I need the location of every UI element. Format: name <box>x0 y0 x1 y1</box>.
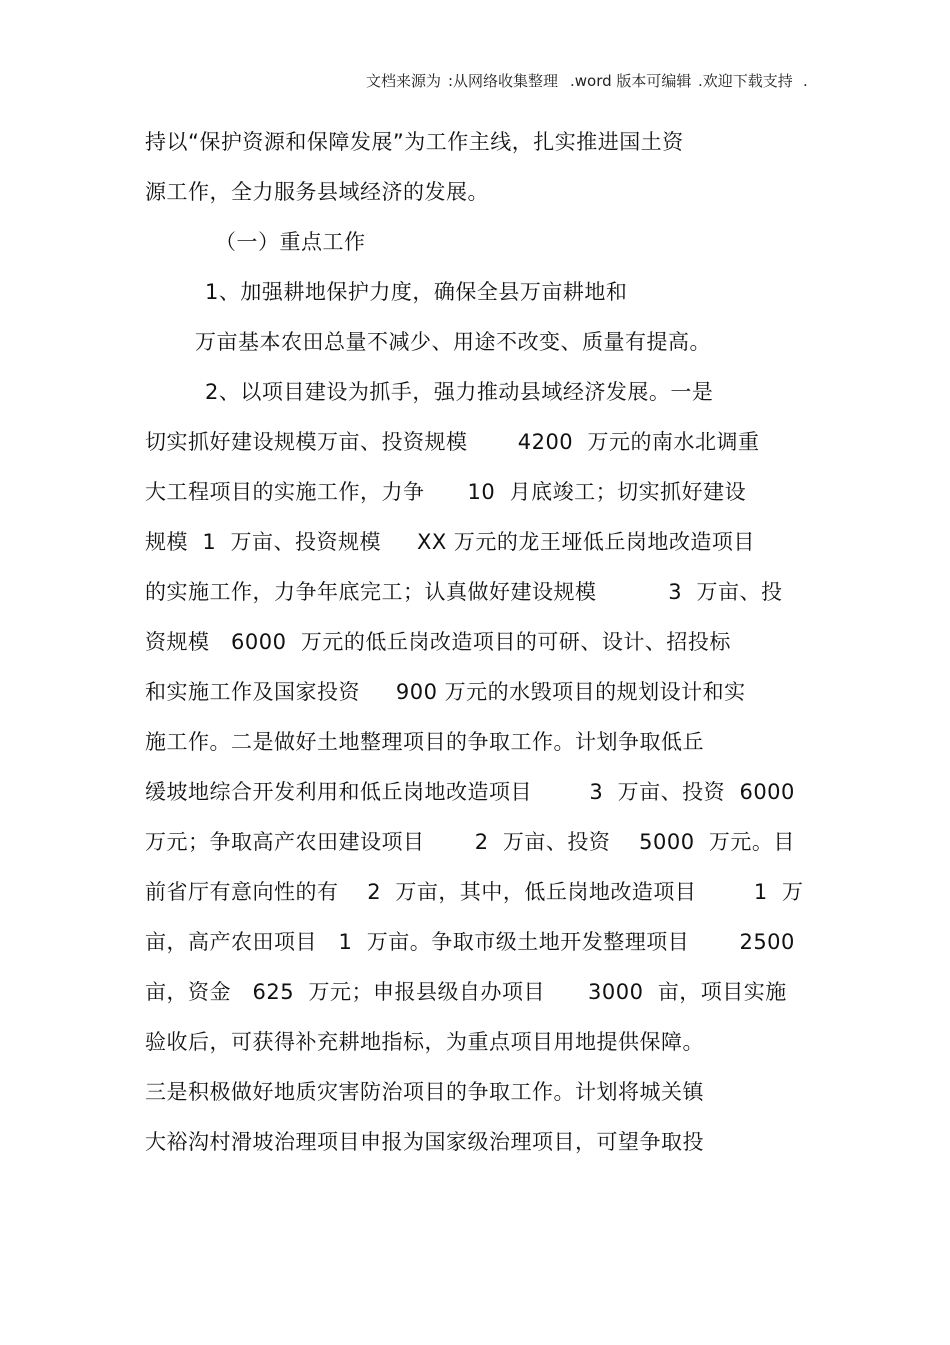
body-line: 源工作，全力服务县域经济的发展。 <box>145 180 489 204</box>
header-source-label: 文档来源为 <box>366 72 442 90</box>
body-line: 万元；争取高产农田建设项目 2 万亩、投资 5000 万元。目 <box>145 830 795 854</box>
header-source-text: :从网络收集整理 <box>448 72 559 90</box>
header-end-mark: . <box>803 72 808 90</box>
body-line: 的实施工作，力争年底完工；认真做好建设规模 3 万亩、投 <box>145 580 783 604</box>
body-line: 资规模 6000 万元的低丘岗改造项目的可研、设计、招投标 <box>145 630 731 654</box>
body-line: 大裕沟村滑坡治理项目申报为国家级治理项目，可望争取投 <box>145 1130 704 1154</box>
body-line: 施工作。二是做好土地整理项目的争取工作。计划争取低丘 <box>145 730 704 754</box>
body-line: 验收后，可获得补充耕地指标，为重点项目用地提供保障。 <box>145 1030 704 1054</box>
header-welcome-text: .欢迎下载支持 <box>698 72 793 90</box>
body-line: 大工程项目的实施工作，力争 10 月底竣工；切实抓好建设 <box>145 480 747 504</box>
body-line: 三是积极做好地质灾害防治项目的争取工作。计划将城关镇 <box>145 1080 704 1104</box>
body-line: 前省厅有意向性的有 2 万亩，其中，低丘岗地改造项目 1 万 <box>145 880 804 904</box>
body-line: 亩，资金 625 万元；申报县级自办项目 3000 亩，项目实施 <box>145 980 787 1004</box>
body-line: 切实抓好建设规模万亩、投资规模 4200 万元的南水北调重 <box>145 430 760 454</box>
body-line: 缓坡地综合开发利用和低丘岗地改造项目 3 万亩、投资 6000 <box>145 780 795 804</box>
body-line: 和实施工作及国家投资 900 万元的水毁项目的规划设计和实 <box>145 680 746 704</box>
body-line: 规模 1 万亩、投资规模 XX 万元的龙王垭低丘岗地改造项目 <box>145 530 755 554</box>
body-line: 亩，高产农田项目 1 万亩。争取市级土地开发整理项目 2500 <box>145 930 795 954</box>
body-line: 万亩基本农田总量不减少、用途不改变、质量有提高。 <box>195 330 711 354</box>
body-line: 1、加强耕地保护力度，确保全县万亩耕地和 <box>205 280 628 304</box>
body-line: 持以“保护资源和保障发展”为工作主线，扎实推进国土资 <box>145 130 684 154</box>
section-heading: （一）重点工作 <box>215 230 366 254</box>
body-line: 2、以项目建设为抓手，强力推动县域经济发展。一是 <box>205 380 714 404</box>
header-word-text: .word 版本可编辑 <box>570 72 692 90</box>
